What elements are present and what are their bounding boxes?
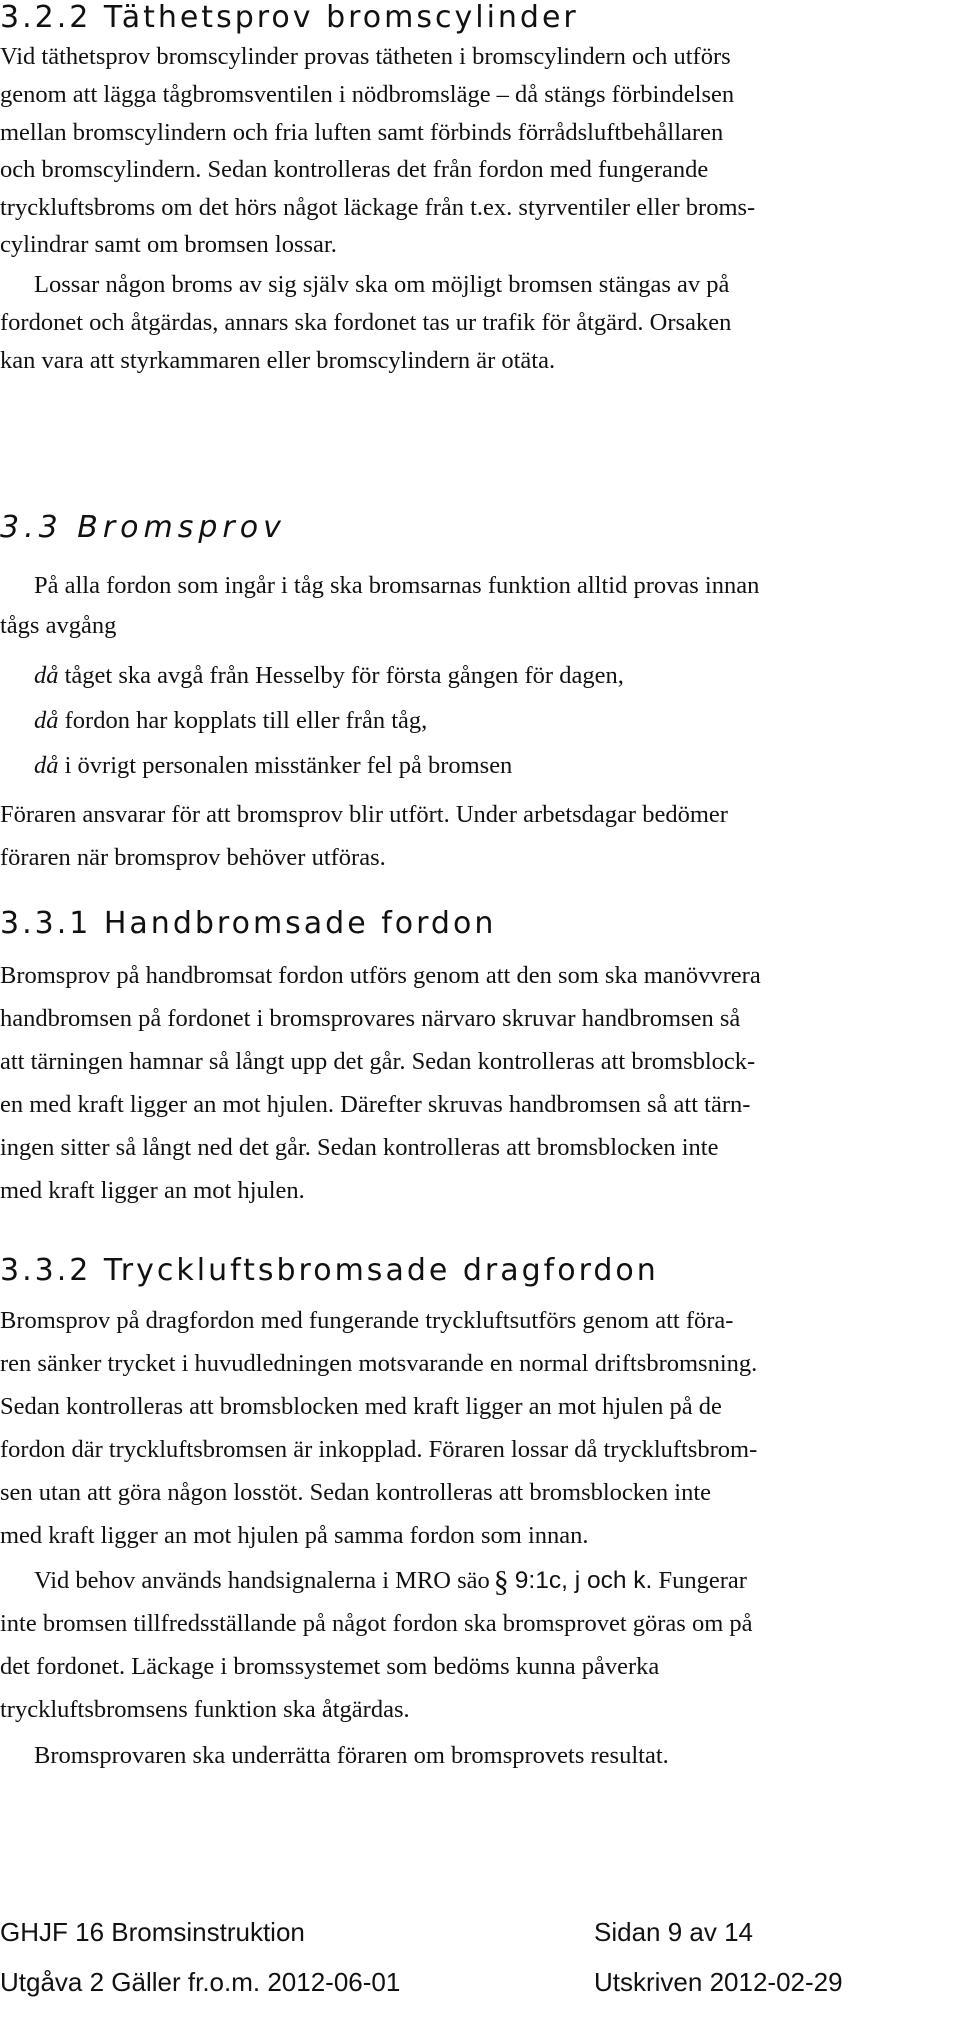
s322-p1-line: cylindrar samt om bromsen lossar. <box>0 231 337 258</box>
heading-3-2-2: 3.2.2 Täthetsprov bromscylinder <box>0 0 579 35</box>
footer-edition: Utgåva 2 Gäller fr.o.m. 2012-06-01 <box>0 1967 401 1997</box>
s332-p1-line: ren sänker trycket i huvudledningen motsvarande en normal driftsbromsning. <box>0 1350 758 1377</box>
s331-p1-line: Bromsprov på handbromsat fordon utförs genom att den som ska manövvrera <box>0 962 761 989</box>
s322-p1-line: Vid täthetsprov bromscylinder provas tätheten i bromscylindern och utförs <box>0 43 731 70</box>
s33-list-item-em: då <box>34 707 59 734</box>
heading-3-3-2: 3.3.2 Tryckluftsbromsade dragfordon <box>0 1253 659 1288</box>
s322-p1-line: tryckluftsbroms om det hörs något läckage från t.ex. styrventiler eller broms- <box>0 194 756 221</box>
s332-p2-line: tryckluftsbromsens funktion ska åtgärdas. <box>0 1696 410 1723</box>
s331-p1-line: handbromsen på fordonet i bromsprovares närvaro skruvar handbromsen så <box>0 1005 741 1032</box>
s33-intro-line: På alla fordon som ingår i tåg ska bromsarnas funktion alltid provas innan <box>34 572 760 599</box>
s322-p2-line: fordonet och åtgärdas, annars ska fordonet tas ur trafik för åtgärd. Orsaken <box>0 309 732 336</box>
s33-list-item-text: i övrigt personalen misstänker fel på bromsen <box>58 752 513 779</box>
heading-3-3: 3.3 Bromsprov <box>0 510 286 545</box>
s331-p1-line: en med kraft ligger an mot hjulen. Därefter skruvas handbromsen så att tärn- <box>0 1091 751 1118</box>
s322-p1-line: och bromscylindern. Sedan kontrolleras det från fordon med fungerande <box>0 156 709 183</box>
s33-intro-line: tågs avgång <box>0 612 117 639</box>
s332-p2-first-line <box>34 1566 747 1597</box>
s332-p1-line: Bromsprov på dragfordon med fungerande tryckluftsutförs genom att föra- <box>0 1307 734 1334</box>
s33-list-item-text: fordon har kopplats till eller från tåg, <box>58 707 428 734</box>
s332-p1-line: Sedan kontrolleras att bromsblocken med kraft ligger an mot hjulen på de <box>0 1393 722 1420</box>
s33-list-item <box>34 661 624 691</box>
s33-list-item-em: då <box>34 752 59 779</box>
s332-p2-text: Fungerar <box>652 1567 747 1594</box>
s33-list-item <box>34 706 427 736</box>
s322-p1-line: genom att lägga tågbromsventilen i nödbromsläge – då stängs förbindelsen <box>0 81 735 108</box>
s322-p2-line: kan vara att styrkammaren eller bromscylindern är otäta. <box>0 347 556 374</box>
s33-list-item-em: då <box>34 662 59 689</box>
s331-p1-line: att tärningen hamnar så långt upp det går. Sedan kontrolleras att bromsblock- <box>0 1048 756 1075</box>
s322-p1-line: mellan bromscylindern och fria luften samt förbinds förrådsluftbehållaren <box>0 119 724 146</box>
footer-document-title: GHJF 16 Bromsinstruktion <box>0 1917 305 1947</box>
s332-p2-line: inte bromsen tillfredsställande på något fordon ska bromsprovet göras om på <box>0 1610 753 1637</box>
footer-page-number: Sidan 9 av 14 <box>594 1917 754 1947</box>
s322-p2-line: Lossar någon broms av sig själv ska om möjligt bromsen stängas av på <box>34 271 730 298</box>
s332-p2-line: det fordonet. Läckage i bromssystemet som bedöms kunna påverka <box>0 1653 660 1680</box>
s332-p1-line: fordon där tryckluftsbromsen är inkopplad. Föraren lossar då tryckluftsbrom- <box>0 1436 758 1463</box>
s332-p1-line: med kraft ligger an mot hjulen på samma fordon som innan. <box>0 1522 589 1549</box>
s332-p3-line: Bromsprovaren ska underrätta föraren om bromsprovets resultat. <box>34 1742 669 1769</box>
s33-after-line: Föraren ansvarar för att bromsprov blir utfört. Under arbetsdagar bedömer <box>0 801 728 828</box>
footer-printed-date: Utskriven 2012-02-29 <box>594 1967 843 1997</box>
s33-list-item <box>34 751 512 781</box>
s33-after-line: föraren när bromsprov behöver utföras. <box>0 844 386 871</box>
section-sign: § <box>493 1565 509 1598</box>
s331-p1-line: ingen sitter så långt ned det går. Sedan kontrolleras att bromsblocken inte <box>0 1134 719 1161</box>
mro-reference: 9:1c, j och k. <box>514 1567 653 1594</box>
s332-p1-line: sen utan att göra någon losstöt. Sedan kontrolleras att bromsblocken inte <box>0 1479 712 1506</box>
s331-p1-line: med kraft ligger an mot hjulen. <box>0 1177 305 1204</box>
heading-3-3-1: 3.3.1 Handbromsade fordon <box>0 906 497 941</box>
s332-p2-text: Vid behov används handsignalerna i MRO säo <box>34 1567 490 1594</box>
s33-list-item-text: tåget ska avgå från Hesselby för första gången för dagen, <box>58 662 624 689</box>
